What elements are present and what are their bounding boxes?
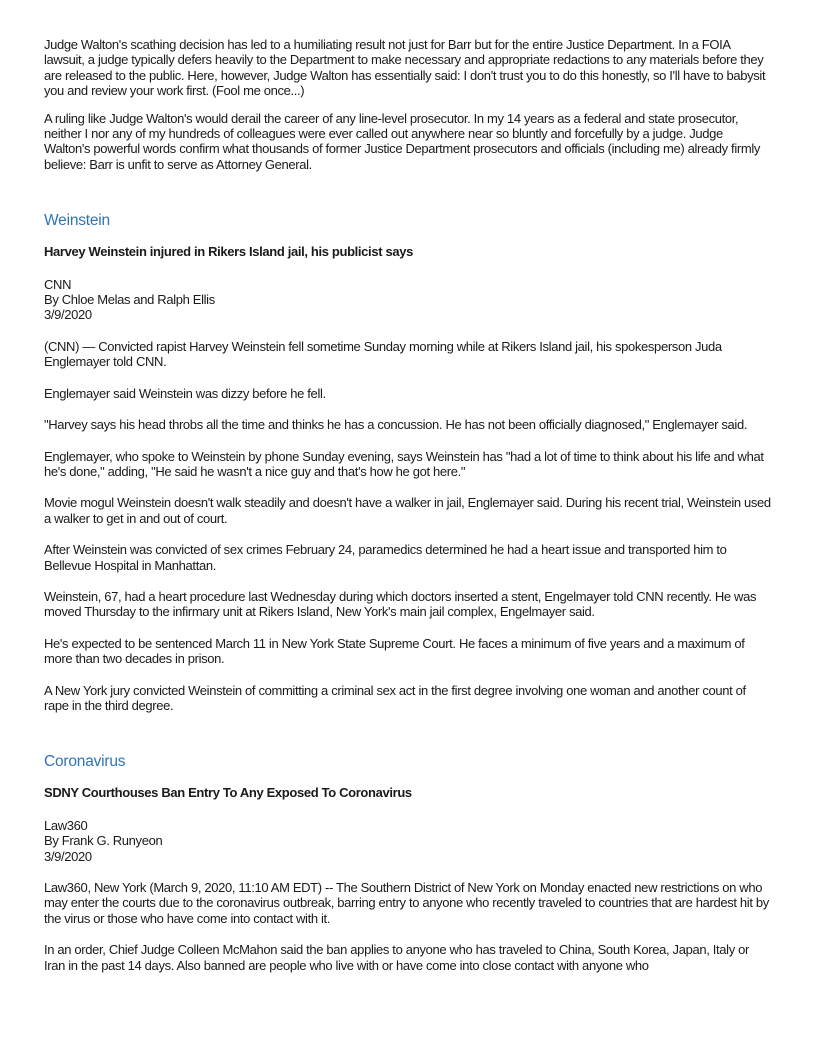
article-headline: SDNY Courthouses Ban Entry To Any Exposed To Coronavirus: [44, 785, 412, 801]
byline-date: 3/9/2020: [44, 307, 92, 323]
intro-paragraph: Judge Walton's scathing decision has led to a humiliating result not just for Barr but for the entire Justice Department. In a FOIA lawsuit, a judge typically defers heavily to the Department to make necessary and appropriate redactions to any materials before they are released to the public. Here, however, Judge Walton has essentially said: I don't trust you to do this honestly, so I'll have to babysit you and review your work first. (Fool me once...): [44, 37, 766, 99]
section-weinstein: [44, 211, 772, 713]
article-paragraph: Englemayer said Weinstein was dizzy before he fell.: [44, 385, 326, 401]
byline-authors: By Frank G. Runyeon: [44, 833, 163, 849]
article-paragraph: Weinstein, 67, had a heart procedure last Wednesday during which doctors inserted a stent, Engelmayer told CNN recently. He was moved Thursday to the infirmary unit at Rikers Island, New York's main jail complex, Engelmayer said.: [44, 588, 757, 620]
article-paragraph: Law360, New York (March 9, 2020, 11:10 AM EDT) -- The Southern District of New York on Monday enacted new restrictions on who may enter the courts due to the coronavirus outbreak, barring entry to anyone who recently traveled to countries that are hardest hit by the virus or those who have come into contact with it.: [44, 880, 769, 926]
section-heading-coronavirus: Coronavirus: [44, 753, 126, 771]
byline-source: Law360: [44, 817, 88, 833]
byline-source: CNN: [44, 276, 72, 292]
article-paragraph: Englemayer, who spoke to Weinstein by phone Sunday evening, says Weinstein has "had a lot of time to think about his life and what he's done," adding, "He said he wasn't a nice guy and that's how he got here.": [44, 448, 764, 479]
article-byline: [44, 277, 772, 323]
article-paragraph: (CNN) — Convicted rapist Harvey Weinstein fell sometime Sunday morning while at Rikers Island jail, his spokesperson Juda Englemayer told CNN.: [44, 338, 722, 370]
intro-paragraph: A ruling like Judge Walton's would derail the career of any line-level prosecutor. In my 14 years as a federal and state prosecutor, neither I nor any of my hundreds of colleagues were ever called out anywhere near so bluntly and forcefully by a judge. Judge Walton's powerful words confirm what thousands of former Justice Department prosecutors and officials (including me) already firmly believe: Barr is unfit to serve as Attorney General.: [44, 110, 761, 172]
article-paragraph: A New York jury convicted Weinstein of committing a criminal sex act in the first degree involving one woman and another count of rape in the third degree.: [44, 682, 746, 713]
article-paragraph: "Harvey says his head throbs all the time and thinks he has a concussion. He has not been officially diagnosed," Englemayer said.: [44, 417, 748, 433]
byline-authors: By Chloe Melas and Ralph Ellis: [44, 292, 215, 308]
article-byline: [44, 818, 772, 864]
section-heading-weinstein: Weinstein: [44, 212, 110, 230]
article-paragraph: He's expected to be sentenced March 11 in New York State Supreme Court. He faces a minimum of five years and a maximum of more than two decades in prison.: [44, 635, 745, 667]
article-paragraph: In an order, Chief Judge Colleen McMahon said the ban applies to anyone who has traveled to China, South Korea, Japan, Italy or Iran in the past 14 days. Also banned are people who live with or have come into close contact with anyone who: [44, 942, 749, 973]
article-paragraph: After Weinstein was convicted of sex crimes February 24, paramedics determined he had a heart issue and transported him to Bellevue Hospital in Manhattan.: [44, 542, 727, 573]
article-paragraph: Movie mogul Weinstein doesn't walk steadily and doesn't have a walker in jail, Englemayer said. During his recent trial, Weinstein used a walker to get in and out of court.: [44, 495, 771, 526]
section-coronavirus: [44, 752, 772, 973]
article-headline: Harvey Weinstein injured in Rikers Island jail, his publicist says: [44, 244, 413, 260]
byline-date: 3/9/2020: [44, 848, 92, 864]
